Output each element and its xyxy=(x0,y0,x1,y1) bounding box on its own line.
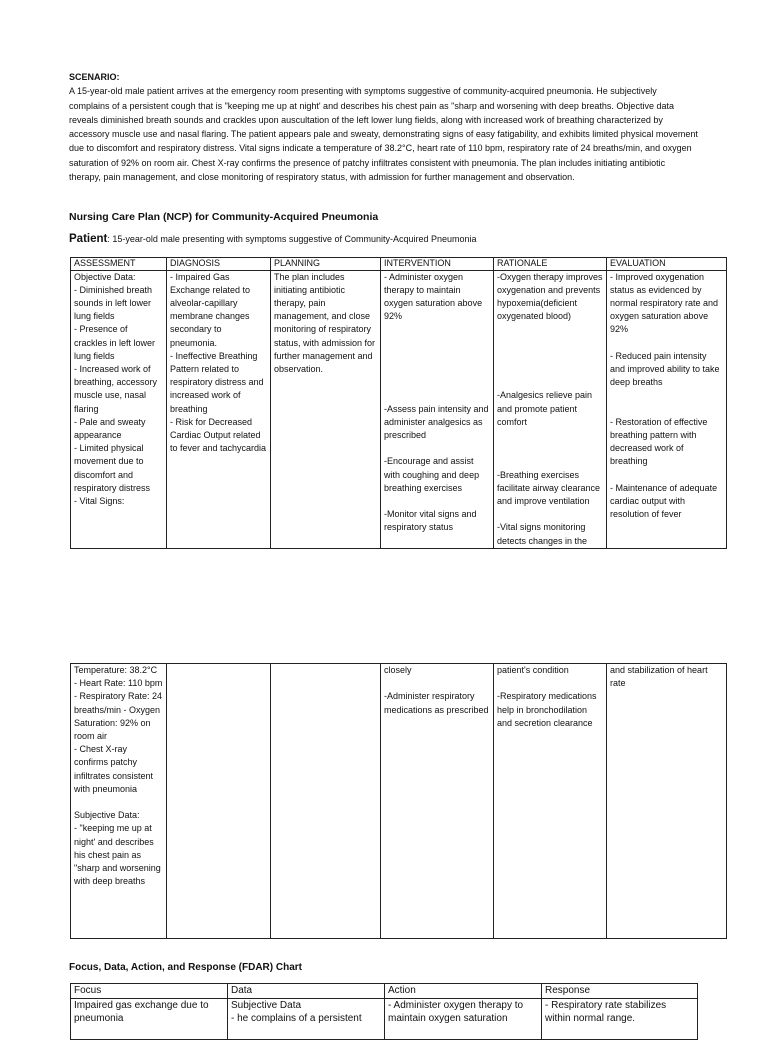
ncp-header-row xyxy=(71,258,727,271)
header-focus: Focus xyxy=(71,984,228,999)
focus-cell: Impaired gas exchange due to pneumonia xyxy=(71,998,228,1039)
planning-cell: The plan includes initiating antibiotic therapy, pain management, and close monitoring of respiratory status, with admission for further management and observation. xyxy=(271,270,381,548)
header-rationale: RATIONALE xyxy=(494,258,607,271)
ncp-table-part2 xyxy=(70,663,727,939)
assessment-cell: Objective Data: - Diminished breath sounds in left lower lung fields - Presence of crackles in left lower lung fields - Increased work of breathing, accessory muscle use, nasal flaring - Pale and sweaty appearance - Limited physical movement due to discomfort and respiratory distress - Vital Signs: xyxy=(71,270,167,548)
scenario-section xyxy=(69,70,699,184)
header-planning: PLANNING xyxy=(271,258,381,271)
action-cell: - Administer oxygen therapy to maintain oxygen saturation xyxy=(385,998,542,1039)
response-cell: - Respiratory rate stabilizes within normal range. xyxy=(542,998,698,1039)
intervention-cell: closely -Administer respiratory medications as prescribed xyxy=(381,664,494,939)
patient-description: : 15-year-old male presenting with symptoms suggestive of Community-Acquired Pneumonia xyxy=(107,234,477,244)
table-row xyxy=(71,998,698,1039)
planning-cell xyxy=(271,664,381,939)
scenario-text: A 15-year-old male patient arrives at the emergency room presenting with symptoms suggestive of community-acquired pneumonia. He subjectively complains of a persistent cough that is "keeping me up at night' and describes his chest pain as "sharp and worsening with deep breaths. Objective data reveals diminished breath sounds and crackles upon auscultation of the left lower lung fields, along with increased work of breathing characterized by accessory muscle use and nasal flaring. The patient appears pale and sweaty, demonstrating signs of easy fatigability, and exhibits limited physical movement due to discomfort and respiratory distress. Vital signs indicate a temperature of 38.2°C, heart rate of 110 bpm, respiratory rate of 24 breaths/min, and oxygen saturation of 92% on room air. Chest X-ray confirms the presence of patchy infiltrates consistent with pneumonia. The plan includes initiating antibiotic therapy, pain management, and close monitoring of respiratory status, with admission for further management and observation. xyxy=(69,86,698,183)
diagnosis-cell: - Impaired Gas Exchange related to alveolar-capillary membrane changes secondary to pneumonia. - Ineffective Breathing Pattern related to respiratory distress and increased work of breathing - Risk for Decreased Cardiac Output related to fever and tachycardia xyxy=(167,270,271,548)
header-assessment: ASSESSMENT xyxy=(71,258,167,271)
header-response: Response xyxy=(542,984,698,999)
assessment-cell: Temperature: 38.2°C - Heart Rate: 110 bpm - Respiratory Rate: 24 breaths/min - Oxygen Saturation: 92% on room air - Chest X-ray confirms patchy infiltrates consistent with pneumonia Subjective Data: - "keeping me up at night' and describes his chest pain as "sharp and worsening with deep breaths xyxy=(71,664,167,939)
fdar-title: Focus, Data, Action, and Response (FDAR) Chart xyxy=(69,962,302,973)
diagnosis-cell xyxy=(167,664,271,939)
scenario-label: SCENARIO: xyxy=(69,72,120,82)
fdar-header-row xyxy=(71,984,698,999)
intervention-cell: - Administer oxygen therapy to maintain oxygen saturation above 92% -Assess pain intensity and administer analgesics as prescribed -Encourage and assist with coughing and deep breathing exercises -Monitor vital signs and respiratory status xyxy=(381,270,494,548)
evaluation-cell: and stabilization of heart rate xyxy=(607,664,727,939)
ncp-table-part1 xyxy=(70,257,727,549)
table-row xyxy=(71,270,727,548)
patient-line xyxy=(69,233,477,245)
header-data: Data xyxy=(228,984,385,999)
rationale-cell: -Oxygen therapy improves oxygenation and prevents hypoxemia(deficient oxygenated blood) -Analgesics relieve pain and promote patient comfort -Breathing exercises facilitate airway clearance and improve ventilation -Vital signs monitoring detects changes in the xyxy=(494,270,607,548)
header-intervention: INTERVENTION xyxy=(381,258,494,271)
rationale-cell: patient's condition -Respiratory medications help in bronchodilation and secretion clearance xyxy=(494,664,607,939)
patient-label: Patient xyxy=(69,233,108,245)
table-row xyxy=(71,664,727,939)
data-cell: Subjective Data - he complains of a persistent xyxy=(228,998,385,1039)
header-diagnosis: DIAGNOSIS xyxy=(167,258,271,271)
ncp-title: Nursing Care Plan (NCP) for Community-Acquired Pneumonia xyxy=(69,211,379,223)
fdar-table xyxy=(70,983,698,1040)
header-action: Action xyxy=(385,984,542,999)
evaluation-cell: - Improved oxygenation status as evidenced by normal respiratory rate and oxygen saturation above 92% - Reduced pain intensity and improved ability to take deep breaths - Restoration of effective breathing pattern with decreased work of breathing - Maintenance of adequate cardiac output with resolution of fever xyxy=(607,270,727,548)
header-evaluation: EVALUATION xyxy=(607,258,727,271)
